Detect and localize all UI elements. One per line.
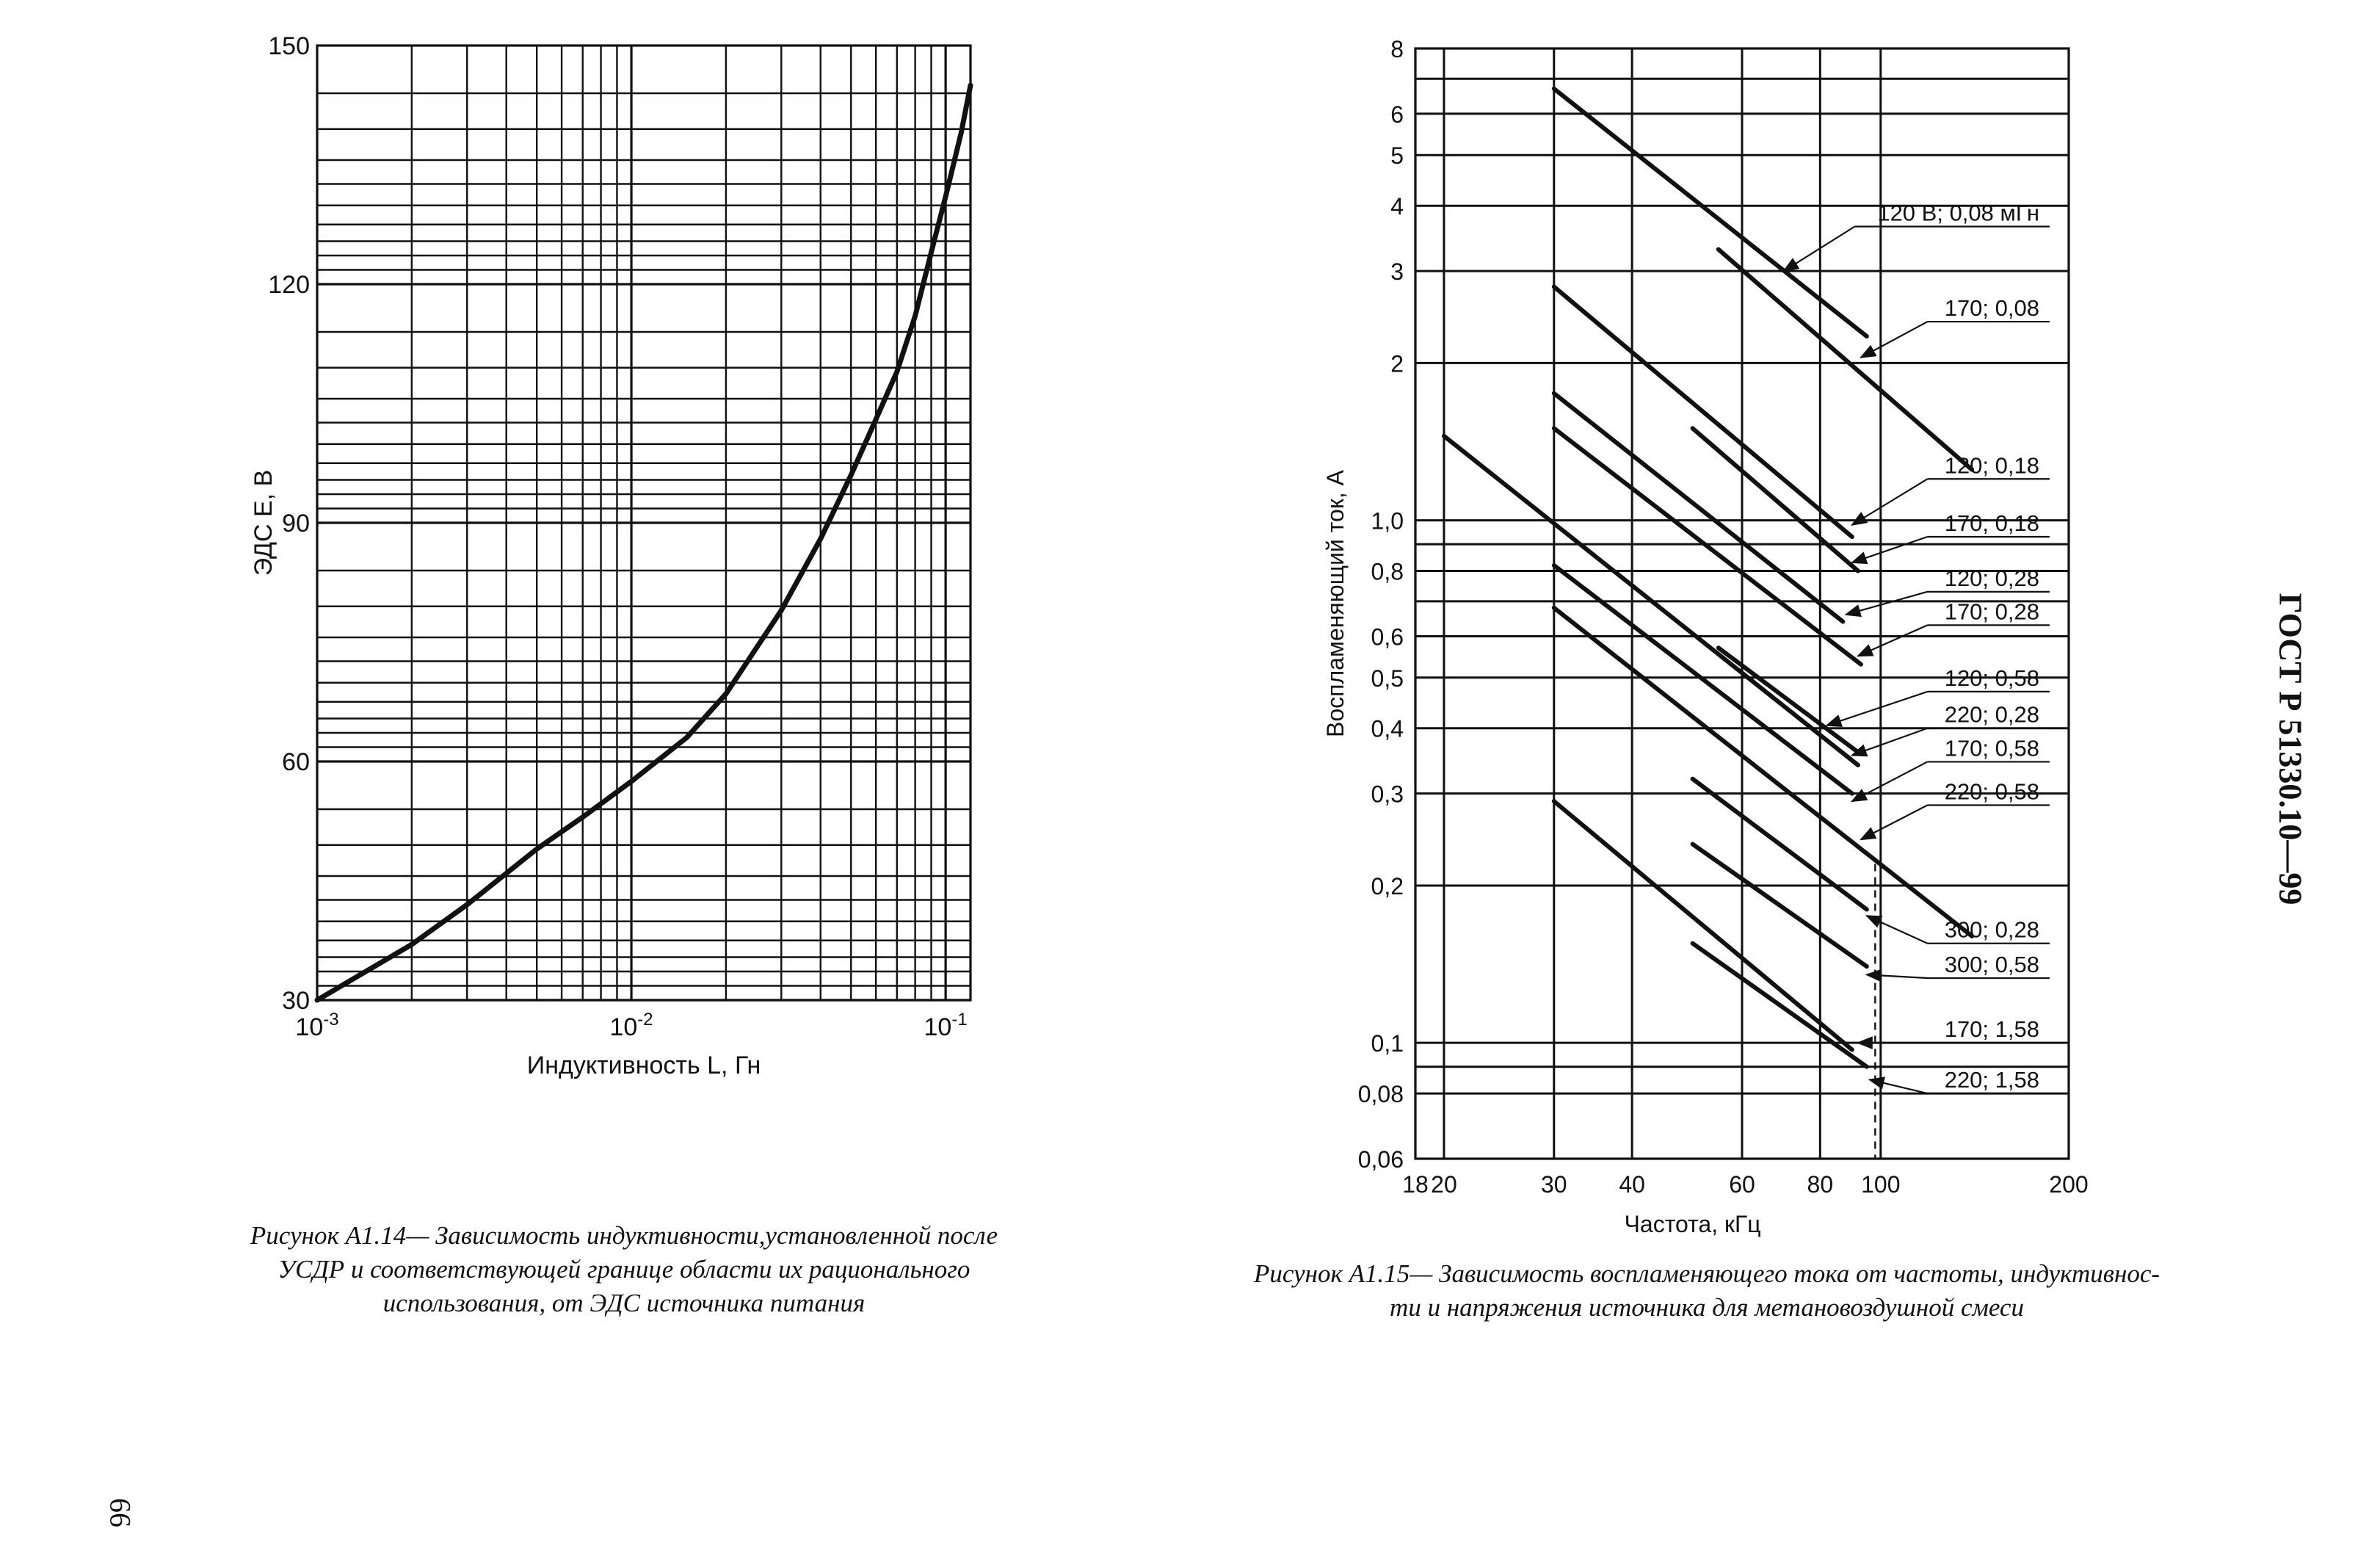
y-tick-label: 3	[1390, 258, 1404, 286]
label-leader-arrow	[1826, 692, 1927, 725]
series-label: 220; 0,28	[1944, 701, 2039, 728]
y-tick-label: 6	[1390, 101, 1404, 128]
x-tick-label: $10^{-1}$	[924, 1010, 968, 1041]
x-tick-label: 80	[1807, 1171, 1834, 1198]
y-tick-label: 0,2	[1371, 872, 1404, 900]
figure-a1-15-caption	[1160, 1257, 2254, 1325]
caption-line: использования, от ЭДС источника питания	[382, 1289, 866, 1317]
series-line	[1693, 779, 1867, 910]
emf-inductance-curve	[317, 85, 970, 1000]
y-tick-label: 30	[282, 987, 310, 1015]
y-tick-label: 0,08	[1357, 1081, 1404, 1108]
y-tick-label: 0,8	[1371, 558, 1404, 585]
y-tick-label: 8	[1390, 36, 1404, 62]
label-leader-arrow	[1846, 592, 1928, 615]
page-number: 66	[104, 1498, 137, 1527]
caption-line: ти и напряжения источника для метановоздушной смеси	[1390, 1293, 2024, 1322]
x-tick-label: 40	[1619, 1171, 1645, 1198]
label-leader-arrow	[1858, 625, 1928, 656]
series-label: 170; 0,18	[1944, 510, 2039, 537]
x-tick-label: 20	[1431, 1171, 1457, 1198]
y-tick-label: 0,4	[1371, 715, 1404, 742]
standard-designation: ГОСТ Р 51330.10—99	[2272, 593, 2309, 905]
x-tick-label: $10^{-3}$	[295, 1010, 339, 1041]
figure-a1-14-caption	[162, 1219, 1086, 1320]
x-axis-title: Частота, кГц	[1624, 1211, 1761, 1237]
y-tick-label: 0,3	[1371, 781, 1404, 808]
y-axis-title: ЭДС E, В	[250, 469, 277, 576]
x-tick-label: 200	[2049, 1171, 2089, 1198]
series-label: 170; 0,28	[1944, 598, 2039, 625]
series-label: 170; 1,58	[1944, 1016, 2039, 1043]
y-tick-label: 0,06	[1357, 1146, 1404, 1173]
x-tick-label: 18	[1402, 1171, 1429, 1198]
label-leader-arrow	[1861, 322, 1928, 358]
label-leader-arrow	[1852, 479, 1928, 525]
series-line	[1693, 944, 1867, 1067]
caption-line: УСДР и соответствующей границе области их рационального	[277, 1255, 970, 1284]
x-axis-title: Индуктивность L, Гн	[526, 1052, 761, 1079]
series-label: 170; 0,58	[1944, 735, 2039, 761]
series-label: 300; 0,28	[1944, 916, 2039, 943]
series-line	[1719, 648, 1858, 752]
y-tick-label: 0,1	[1371, 1030, 1404, 1057]
chart-ignition-current-vs-frequency	[1322, 36, 2089, 1237]
label-leader-arrow	[1852, 728, 1928, 756]
label-leader-arrow	[1852, 537, 1928, 562]
y-tick-label: 2	[1390, 350, 1404, 377]
y-tick-label: 1,0	[1371, 507, 1404, 535]
caption-line: Рисунок А1.15— Зависимость воспламеняющего тока от частоты, индуктивнос-	[1253, 1259, 2160, 1288]
y-axis-title: Воспламеняющий ток, А	[1322, 470, 1349, 737]
y-tick-label: 150	[268, 32, 310, 60]
x-tick-label: 30	[1541, 1171, 1567, 1198]
label-leader-arrow	[1867, 916, 1928, 944]
x-tick-label: $10^{-2}$	[609, 1010, 653, 1041]
series-label: 120; 0,28	[1944, 565, 2039, 591]
label-leader-arrow	[1852, 761, 1928, 801]
caption-line: Рисунок А1.14— Зависимость индуктивности,установленной после	[250, 1221, 998, 1250]
series-line	[1693, 428, 1858, 571]
series-label: 120; 0,58	[1944, 665, 2039, 691]
y-tick-label: 60	[282, 748, 310, 776]
chart-emf-vs-inductance	[250, 32, 970, 1079]
y-tick-label: 90	[282, 510, 310, 538]
y-tick-label: 120	[268, 271, 310, 299]
series-label: 300; 0,58	[1944, 952, 2039, 978]
y-tick-label: 4	[1390, 193, 1404, 220]
series-label: 120 В; 0,08 мГн	[1877, 200, 2039, 226]
y-tick-label: 5	[1390, 142, 1404, 170]
x-tick-label: 60	[1729, 1171, 1755, 1198]
y-tick-label: 0,6	[1371, 623, 1404, 651]
series-label: 170; 0,08	[1944, 295, 2039, 322]
label-leader-arrow	[1861, 805, 1928, 839]
series-line	[1719, 250, 1972, 470]
label-leader-arrow	[1870, 1079, 1928, 1093]
series-label: 220; 0,58	[1944, 778, 2039, 805]
series-line	[1554, 428, 1861, 664]
series-line	[1554, 565, 1852, 794]
series-line	[1693, 844, 1867, 967]
series-label: 220; 1,58	[1944, 1067, 2039, 1093]
series-line	[1554, 394, 1843, 622]
y-tick-label: 0,5	[1371, 665, 1404, 692]
series-label: 120; 0,18	[1944, 452, 2039, 479]
x-tick-label: 100	[1861, 1171, 1901, 1198]
